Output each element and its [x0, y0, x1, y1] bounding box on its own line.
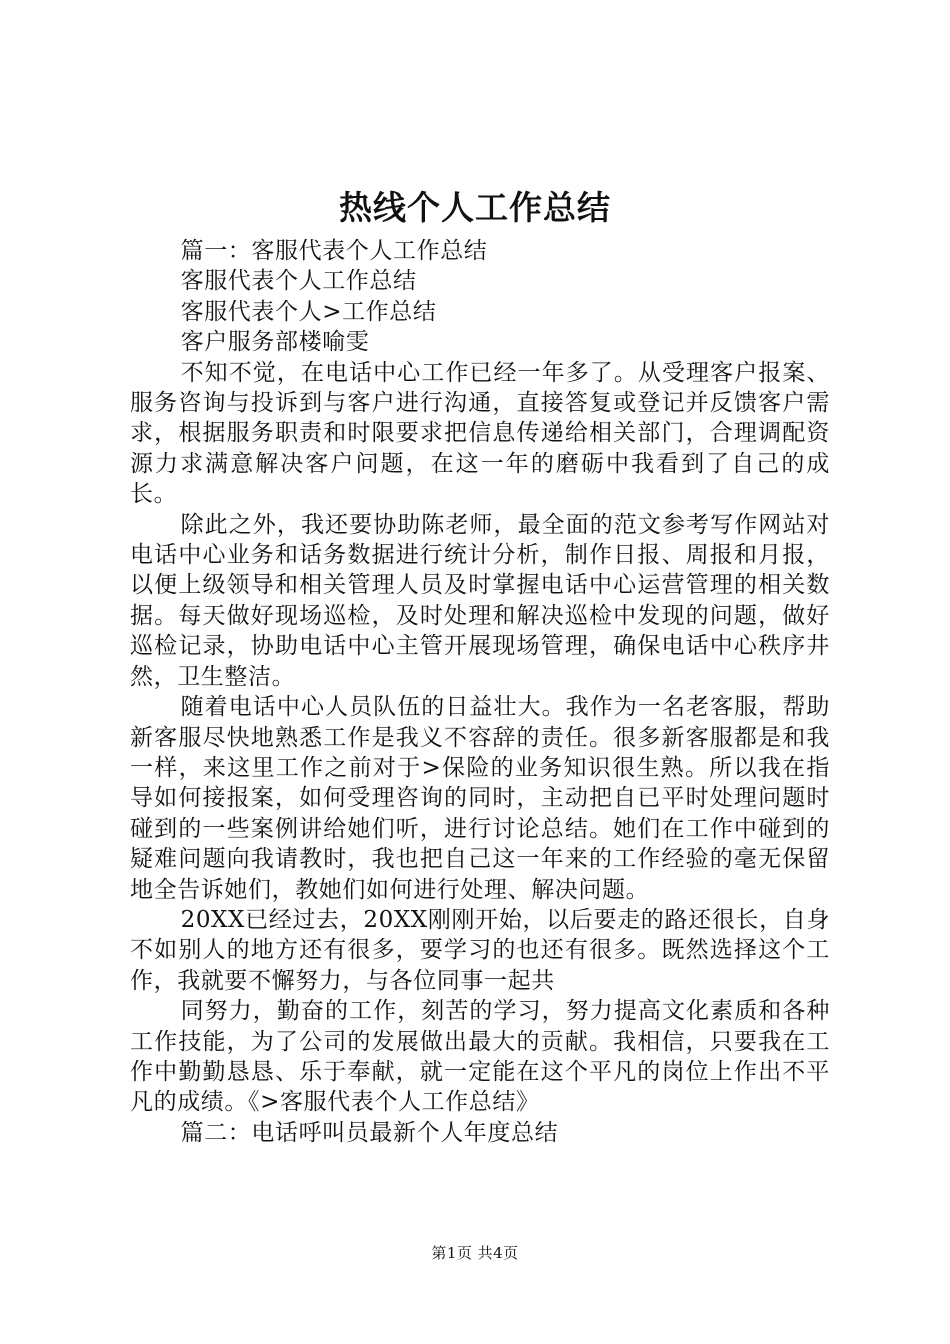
body-paragraph: 除此之外，我还要协助陈老师，最全面的范文参考写作网站对电话中心业务和话务数据进行统计分析，制作日报、周报和月报，以便上级领导和相关管理人员及时掌握电话中心运营管理的相关数据。每天做好现场巡检，及时处理和解决巡检中发现的问题，做好巡检记录，协助电话中心主管开展现场管理，确保电话中心秩序井然，卫生整洁。 [130, 511, 830, 690]
document-title: 热线个人工作总结 [339, 188, 611, 227]
document-body [130, 236, 830, 1148]
body-paragraph: 同努力，勤奋的工作，刻苦的学习，努力提高文化素质和各种工作技能，为了公司的发展做出最大的贡献。我相信，只要我在工作中勤勤恳恳、乐于奉献，就一定能在这个平凡的岗位上作出不平凡的成绩。《>客服代表个人工作总结》 [130, 998, 830, 1116]
page-footer: 第1页 共4页 [431, 1244, 519, 1262]
body-paragraph: 不知不觉，在电话中心工作已经一年多了。从受理客户报案、服务咨询与投诉到与客户进行沟通，直接答复或登记并反馈客户需求，根据服务职责和时限要求把信息传递给相关部门，合理调配资源力求满意解决客户问题，在这一年的磨砺中我看到了自己的成长。 [130, 359, 830, 508]
author-line: 客户服务部楼喻雯 [180, 329, 370, 356]
section-heading: 篇二：电话呼叫员最新个人年度总结 [180, 1119, 559, 1146]
subtitle: 客服代表个人工作总结 [180, 268, 417, 295]
body-paragraph: 20XX已经过去，20XX刚刚开始，以后要走的路还很长，自身不如别人的地方还有很多，要学习的也还有很多。既然选择这个工作，我就要不懈努力，与各位同事一起共 [130, 906, 830, 994]
section-heading: 篇一：客服代表个人工作总结 [180, 238, 488, 264]
body-paragraph: 随着电话中心人员队伍的日益壮大。我作为一名老客服，帮助新客服尽快地熟悉工作是我义不容辞的责任。很多新客服都是和我一样，来这里工作之前对于>保险的业务知识很生熟。所以我在指导如何接报案，如何受理咨询的同时，主动把自已平时处理问题时碰到的一些案例讲给她们听，进行讨论总结。她们在工作中碰到的疑难问题向我请教时，我也把自己这一年来的工作经验的毫无保留地全告诉她们，教她们如何进行处理、解决问题。 [130, 694, 830, 903]
subtitle: 客服代表个人>工作总结 [180, 298, 437, 325]
